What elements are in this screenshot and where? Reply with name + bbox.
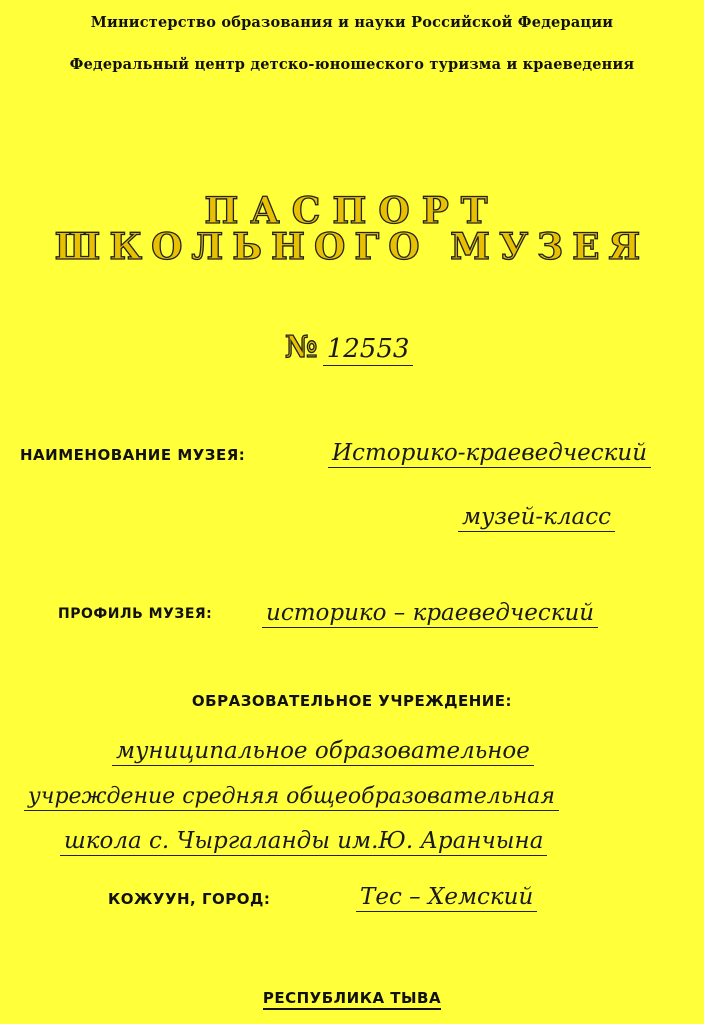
passport-number bbox=[285, 330, 413, 365]
center-header: Федеральный центр детско-юношеского туризма и краеведения bbox=[69, 56, 635, 73]
institution-value-line3: школа с. Чыргаланды им.Ю. Аранчына bbox=[60, 828, 547, 856]
region-footer-wrap bbox=[0, 988, 704, 1007]
institution-value-line2: учреждение средняя общеобразовательная bbox=[24, 784, 559, 811]
district-label: КОЖУУН, ГОРОД: bbox=[108, 890, 271, 908]
region-footer: РЕСПУБЛИКА ТЫВА bbox=[263, 989, 441, 1010]
institution-value-line1: муниципальное образовательное bbox=[112, 738, 534, 766]
ministry-header: Министерство образования и науки Российской Федерации bbox=[90, 14, 614, 31]
profile-label: ПРОФИЛЬ МУЗЕЯ: bbox=[58, 606, 213, 622]
museum-name-value-line1: Историко-краеведческий bbox=[328, 440, 651, 468]
museum-name-label: НАИМЕНОВАНИЕ МУЗЕЯ: bbox=[20, 446, 246, 464]
document-title-line1: ПАСПОРТ bbox=[204, 190, 500, 232]
profile-value: историко – краеведческий bbox=[262, 600, 598, 628]
institution-label: ОБРАЗОВАТЕЛЬНОЕ УЧРЕЖДЕНИЕ: bbox=[191, 692, 513, 710]
number-value: 12553 bbox=[323, 334, 414, 366]
document-title-line2: ШКОЛЬНОГО МУЗЕЯ bbox=[54, 226, 650, 268]
museum-name-value-line2: музей-класс bbox=[458, 504, 615, 532]
number-sign: № bbox=[285, 330, 318, 365]
district-value: Тес – Хемский bbox=[356, 884, 537, 912]
